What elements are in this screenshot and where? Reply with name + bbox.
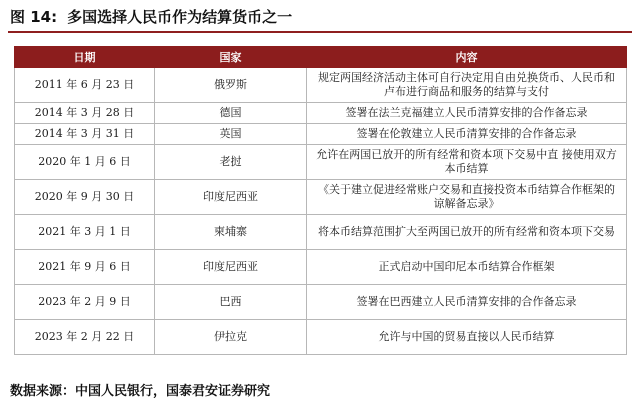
header-content: 内容 [307, 47, 627, 68]
cell-content: 允许在两国已放开的所有经常和资本项下交易中直 接使用双方本币结算 [307, 145, 627, 180]
cell-date: 2023 年 2 月 22 日 [15, 320, 155, 355]
table-row [15, 285, 627, 320]
cell-country: 柬埔寨 [155, 215, 307, 250]
cell-country: 老挝 [155, 145, 307, 180]
table-row [15, 215, 627, 250]
cell-date: 2020 年 9 月 30 日 [15, 180, 155, 215]
cell-date: 2014 年 3 月 31 日 [15, 124, 155, 145]
table-row [15, 124, 627, 145]
cell-content: 允许与中国的贸易直接以人民币结算 [307, 320, 627, 355]
cell-date: 2023 年 2 月 9 日 [15, 285, 155, 320]
figure-number: 图 14: [10, 8, 58, 26]
table-header-row [15, 47, 627, 68]
cell-date: 2021 年 3 月 1 日 [15, 215, 155, 250]
cell-content: 正式启动中国印尼本币结算合作框架 [307, 250, 627, 285]
cell-content: 签署在巴西建立人民币清算安排的合作备忘录 [307, 285, 627, 320]
table-row [15, 250, 627, 285]
cell-content: 规定两国经济活动主体可自行决定用自由兑换货币、人民币和卢布进行商品和服务的结算与支付 [307, 68, 627, 103]
cell-country: 巴西 [155, 285, 307, 320]
cell-country: 俄罗斯 [155, 68, 307, 103]
cell-date: 2014 年 3 月 28 日 [15, 103, 155, 124]
cell-country: 伊拉克 [155, 320, 307, 355]
cell-country: 印度尼西亚 [155, 180, 307, 215]
cell-date: 2021 年 9 月 6 日 [15, 250, 155, 285]
cell-content: 签署在伦敦建立人民币清算安排的合作备忘录 [307, 124, 627, 145]
cell-content: 将本币结算范围扩大至两国已放开的所有经常和资本项下交易 [307, 215, 627, 250]
cell-content: 《关于建立促进经常账户交易和直接投资本币结算合作框架的谅解备忘录》 [307, 180, 627, 215]
table-row [15, 320, 627, 355]
cell-country: 英国 [155, 124, 307, 145]
header-country: 国家 [155, 47, 307, 68]
cell-date: 2020 年 1 月 6 日 [15, 145, 155, 180]
table-row [15, 145, 627, 180]
header-date: 日期 [15, 47, 155, 68]
settlement-table [14, 46, 627, 355]
table-row [15, 180, 627, 215]
cell-date: 2011 年 6 月 23 日 [15, 68, 155, 103]
source-note: 数据来源：中国人民银行，国泰君安证券研究 [10, 384, 271, 399]
title-divider [8, 31, 632, 33]
cell-country: 德国 [155, 103, 307, 124]
figure-title [10, 6, 292, 27]
figure-title-text: 多国选择人民币作为结算货币之一 [67, 8, 293, 26]
table-row [15, 68, 627, 103]
table-row [15, 103, 627, 124]
cell-content: 签署在法兰克福建立人民币清算安排的合作备忘录 [307, 103, 627, 124]
cell-country: 印度尼西亚 [155, 250, 307, 285]
